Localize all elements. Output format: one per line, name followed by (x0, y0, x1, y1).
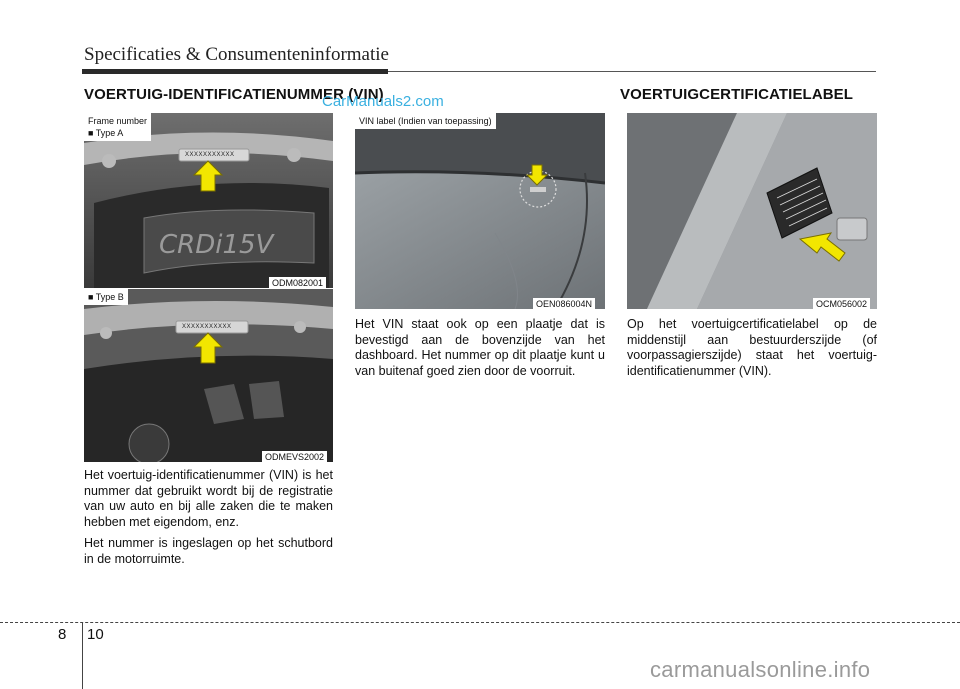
watermark-top: CarManuals2.com (322, 93, 444, 110)
vin-stamp-text-b: XXXXXXXXXXX (182, 324, 232, 330)
footer-dashed-rule (0, 622, 960, 623)
image-code-type-b: ODMEVS2002 (262, 451, 327, 463)
section-title-certificate: VOERTUIGCERTIFICATIELABEL (620, 86, 854, 103)
column-1-text (84, 468, 333, 573)
column-2-text (355, 317, 605, 385)
header-rule-thick (82, 69, 388, 74)
section-title-vin: VOERTUIG-IDENTIFICATIENUMMER (VIN) (84, 86, 384, 103)
column-1-paragraph-1: Het voertuig-identificatienummer (VIN) is het nummer dat gebruikt wordt bij de registratie van uw auto en bij alle zaken die te maken hebben met eigendom, enz. (84, 468, 333, 529)
watermark-bottom: carmanualsonline.info (650, 657, 871, 682)
column-3-text (627, 317, 877, 385)
column-2-paragraph-1: Het VIN staat ook op een plaatje dat is bevestigd aan de bovenzijde van het dashboard. Het nummer op dit plaatje kunt u van buitenaf goed zien door de voorruit. (355, 317, 605, 378)
frame-number-label: Frame number (88, 116, 148, 126)
type-b-caption: ■ Type B (84, 289, 128, 305)
pillar-certificate-image (627, 113, 877, 309)
header-rule-thin (388, 71, 876, 72)
page-header-title: Specificaties & Consumenteninformatie (84, 44, 389, 65)
page-number: 10 (87, 626, 104, 643)
svg-text:CRDi15V: CRDi15V (159, 230, 274, 260)
dashboard-vin-image (355, 113, 605, 309)
column-1-paragraph-2: Het nummer is ingeslagen op het schutbord in de motorruimte. (84, 536, 333, 566)
type-a-label (84, 113, 151, 141)
type-a-caption: ■ Type A (88, 128, 124, 138)
image-code-dashboard: OEN086004N (533, 298, 595, 310)
vin-stamp-text-a: XXXXXXXXXXX (185, 152, 235, 158)
engine-bay-type-b-image (84, 289, 333, 462)
image-code-pillar: OCM056002 (813, 298, 870, 310)
chapter-number: 8 (58, 626, 67, 643)
image-code-type-a: ODM082001 (269, 277, 326, 289)
footer-divider (82, 622, 83, 689)
dashboard-vin-label: VIN label (Indien van toepassing) (355, 113, 496, 129)
column-3-paragraph-1: Op het voertuigcertificatielabel op de middenstijl aan bestuurderszijde (of voorpassagierszijde) staat het voertuig-identificatienummer (VIN). (627, 317, 877, 378)
